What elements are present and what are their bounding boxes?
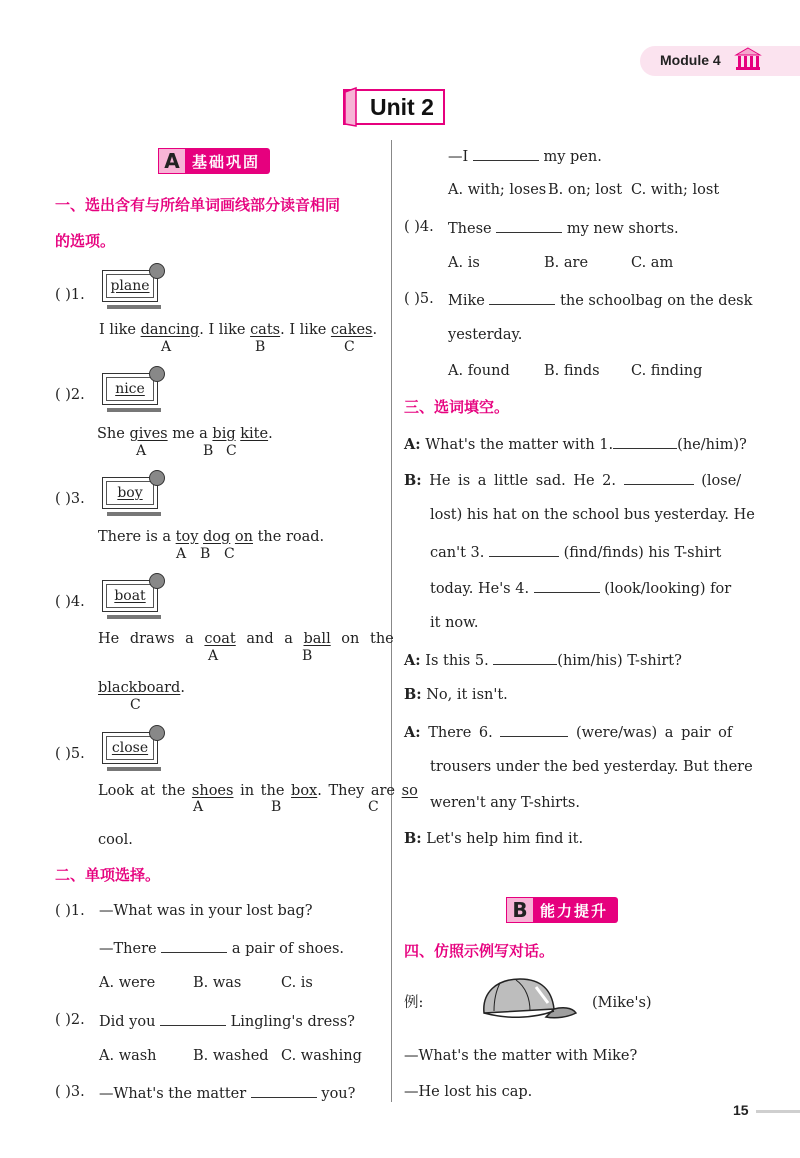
mc-q2-number: ( )2. — [55, 1012, 85, 1028]
item2-option-a-word: gives — [129, 426, 168, 442]
page-number: 15 — [733, 1102, 749, 1118]
mc-q2-option-b: B. washed — [193, 1048, 269, 1064]
pin-icon — [149, 573, 165, 589]
item1-option-a-word: dancing — [140, 322, 200, 338]
answer-blank[interactable] — [489, 542, 559, 557]
item2-letter-b: B — [203, 443, 214, 459]
item2-number: ( )2. — [55, 387, 85, 403]
answer-blank[interactable] — [624, 470, 694, 485]
dialogue-line-3: lost) his hat on the school bus yesterday. He — [430, 507, 755, 523]
item2-option-b-word: big — [212, 426, 236, 442]
item3-number: ( )3. — [55, 491, 85, 507]
item4-option-c-word: blackboard — [98, 680, 181, 696]
section-b-letter: B — [506, 897, 534, 923]
dialogue-line-4: can't 3. (find/finds) his T-shirt — [430, 542, 721, 562]
page-number-rule — [756, 1110, 800, 1113]
part3-title: 三、选词填空。 — [404, 398, 510, 416]
item2-sentence: She gives me a big kite. — [97, 426, 273, 442]
dialogue-line-8: B: No, it isn't. — [404, 686, 508, 703]
mc-q4-number: ( )4. — [404, 219, 434, 235]
answer-blank[interactable] — [500, 722, 568, 737]
mc-q1-number: ( )1. — [55, 903, 85, 919]
section-b-badge — [506, 897, 618, 923]
section-a-letter: A — [158, 148, 186, 174]
mc-q3-number: ( )3. — [55, 1084, 85, 1100]
unit-title: Unit 2 — [370, 94, 434, 120]
item3-letter-a: A — [176, 546, 187, 562]
answer-blank[interactable] — [493, 650, 557, 665]
part1-title-line2: 的选项。 — [55, 232, 116, 250]
mc-q5-option-b: B. finds — [544, 363, 600, 379]
item4-sentence: He draws a coat and a ball on the — [98, 631, 394, 647]
mc-q1-line1: —What was in your lost bag? — [99, 903, 313, 919]
item2-word-card — [102, 373, 158, 405]
part1-title-line1: 一、选出含有与所给单词画线部分读音相同 — [55, 196, 341, 214]
item3-option-c-word: on — [234, 529, 253, 545]
answer-blank[interactable] — [161, 938, 227, 953]
answer-blank[interactable] — [496, 218, 562, 233]
item5-word: close — [111, 740, 149, 756]
item3-option-a-word: toy — [175, 529, 199, 545]
pin-icon — [149, 263, 165, 279]
item5-word-card — [102, 732, 158, 764]
dialogue-line-12: B: Let's help him find it. — [404, 830, 584, 847]
dialogue-line-5: today. He's 4. (look/looking) for — [430, 578, 731, 598]
item5-option-a-word: shoes — [191, 783, 234, 799]
dialogue-line-11: weren't any T-shirts. — [430, 795, 580, 811]
mc-q5-option-c: C. finding — [631, 363, 703, 379]
cap-icon — [476, 973, 580, 1029]
item5-letter-b: B — [271, 799, 282, 815]
item5-sentence: Look at the shoes in the box. They are so — [98, 783, 418, 799]
item1-option-c-word: cakes — [330, 322, 373, 338]
mc-q5-number: ( )5. — [404, 291, 434, 307]
item5-number: ( )5. — [55, 746, 85, 762]
example-label: 例: — [404, 995, 424, 1011]
item1-option-b-word: cats — [250, 322, 281, 338]
item4-option-a-word: coat — [204, 631, 236, 647]
item1-word-card — [102, 270, 158, 302]
mc-q4-option-b: B. are — [544, 255, 589, 271]
dialogue-line-6: it now. — [430, 615, 479, 631]
answer-blank[interactable] — [613, 434, 677, 449]
item3-word: boy — [117, 485, 143, 501]
item4-word: boat — [114, 588, 146, 604]
mc-q3-line1: —What's the matter you? — [99, 1083, 355, 1103]
item3-letter-c: C — [224, 546, 235, 562]
dialogue-line-2: B: He is a little sad. He 2. (lose/ — [404, 472, 742, 489]
mc-q5-option-a: A. found — [448, 363, 510, 379]
mc-q1-option-b: B. was — [193, 975, 242, 991]
item2-letter-c: C — [226, 443, 237, 459]
pin-icon — [149, 725, 165, 741]
example-line1: —What's the matter with Mike? — [404, 1048, 638, 1064]
mc-q5-line2: yesterday. — [448, 327, 523, 343]
dialogue-line-7: A: Is this 5. (him/his) T-shirt? — [404, 652, 682, 669]
item1-letter-c: C — [344, 339, 355, 355]
mc-q2-option-c: C. washing — [281, 1048, 362, 1064]
dialogue-line-9: A: There 6. (were/was) a pair of — [404, 724, 733, 741]
answer-blank[interactable] — [251, 1083, 317, 1098]
module-label: Module 4 — [660, 52, 721, 68]
section-a-label: 基础巩固 — [192, 152, 261, 171]
item3-word-card — [102, 477, 158, 509]
dialogue-line-10: trousers under the bed yesterday. But there — [430, 759, 753, 775]
mc-q4-line: These my new shorts. — [448, 218, 679, 238]
example-line2: —He lost his cap. — [404, 1084, 533, 1100]
item1-letter-b: B — [255, 339, 266, 355]
answer-blank[interactable] — [473, 146, 539, 161]
mc-q4-option-a: A. is — [448, 255, 480, 271]
part2-title: 二、单项选择。 — [55, 866, 161, 884]
item4-letter-a: A — [208, 648, 219, 664]
mc-q3-option-c: C. with; lost — [631, 182, 720, 198]
mc-q2-option-a: A. wash — [99, 1048, 157, 1064]
item2-letter-a: A — [136, 443, 147, 459]
answer-blank[interactable] — [489, 290, 555, 305]
mc-q4-option-c: C. am — [631, 255, 674, 271]
mc-q1-option-a: A. were — [99, 975, 156, 991]
mc-q1-option-c: C. is — [281, 975, 313, 991]
item1-number: ( )1. — [55, 287, 85, 303]
item4-number: ( )4. — [55, 594, 85, 610]
item1-letter-a: A — [161, 339, 172, 355]
item1-sentence: I like dancing. I like cats. I like cakes. — [99, 322, 378, 338]
item4-letter-b: B — [302, 648, 313, 664]
section-b-label: 能力提升 — [540, 901, 609, 920]
pin-icon — [149, 366, 165, 382]
item4-letter-c: C — [130, 697, 141, 713]
mc-q3-option-b: B. on; lost — [548, 182, 623, 198]
item5-letter-a: A — [193, 799, 204, 815]
dialogue-line-1: A: What's the matter with 1. (he/him)? — [404, 436, 747, 453]
item1-word: plane — [110, 278, 150, 294]
mc-q1-line2: —There a pair of shoes. — [99, 938, 344, 958]
part4-title: 四、仿照示例写对话。 — [404, 942, 555, 960]
item3-letter-b: B — [200, 546, 211, 562]
column-divider — [391, 140, 392, 1102]
example-owner: (Mike's) — [592, 995, 652, 1011]
item2-option-c-word: kite — [240, 426, 269, 442]
section-a-badge — [158, 148, 270, 174]
item5-sentence-line2: cool. — [98, 832, 133, 848]
item4-option-b-word: ball — [303, 631, 331, 647]
item5-option-c-word: so — [401, 783, 418, 799]
pin-icon — [149, 470, 165, 486]
item5-letter-c: C — [368, 799, 379, 815]
item2-word: nice — [115, 381, 145, 397]
mc-q5-line1: Mike the schoolbag on the desk — [448, 290, 752, 310]
item5-option-b-word: box — [291, 783, 318, 799]
mc-q2-line: Did you Lingling's dress? — [99, 1011, 355, 1031]
item3-option-b-word: dog — [203, 529, 231, 545]
mc-q3-option-a: A. with; loses — [448, 182, 547, 198]
temple-icon — [734, 46, 762, 72]
item4-sentence-line2: blackboard. — [98, 680, 185, 696]
mc-q3-line2: —I my pen. — [448, 146, 602, 166]
item4-word-card — [102, 580, 158, 612]
answer-blank[interactable] — [534, 578, 600, 593]
item3-sentence: There is a toy dog on the road. — [98, 529, 325, 545]
answer-blank[interactable] — [160, 1011, 226, 1026]
